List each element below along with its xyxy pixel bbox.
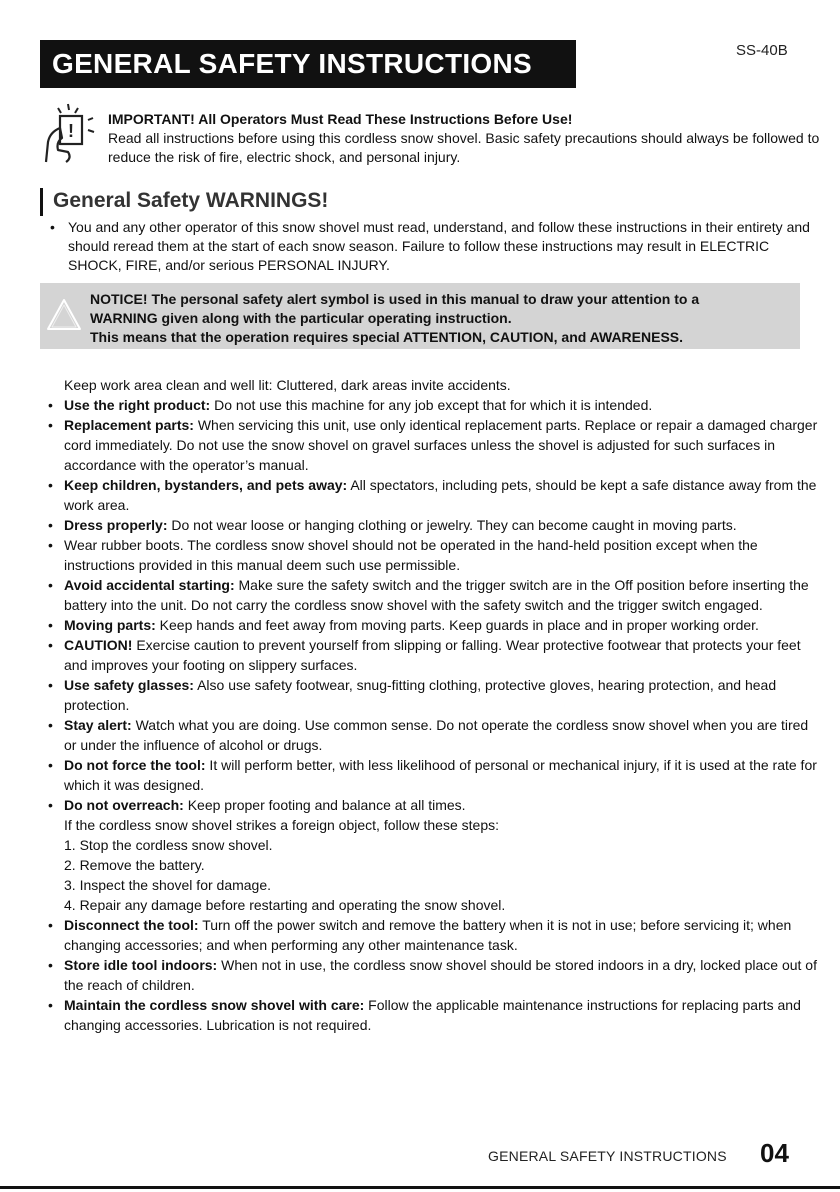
page-number: 04	[760, 1138, 789, 1168]
rule-label: Maintain the cordless snow shovel with care:	[64, 997, 365, 1013]
page-title: GENERAL SAFETY INSTRUCTIONS	[40, 40, 576, 88]
bullet-dot: •	[48, 617, 53, 633]
notice-box	[40, 283, 800, 349]
rule-label: Use the right product:	[64, 397, 211, 413]
list-item	[44, 715, 824, 755]
list-item	[44, 855, 824, 875]
list-item	[44, 955, 824, 995]
list-item	[44, 535, 824, 575]
list-item	[44, 575, 824, 615]
rule-text: Make sure the safety switch and the trigger switch are in the Off position before inserting the battery into the unit. Do not carry the cordless snow shovel with the safety switch and the trigger switch engaged.	[64, 577, 809, 613]
warning-triangle-icon	[46, 297, 82, 333]
list-item	[44, 475, 824, 515]
rule-text: Follow the applicable maintenance instructions for replacing parts and changing accessories. Lubrication is not required.	[64, 997, 801, 1033]
model-code: SS-40B	[736, 42, 788, 59]
bullet-dot: •	[48, 577, 53, 593]
list-item	[44, 635, 824, 675]
bullet-dot: •	[50, 219, 55, 235]
bullet-dot: •	[48, 997, 53, 1013]
rule-label: Keep children, bystanders, and pets away:	[64, 477, 348, 493]
rule-text: It will perform better, with less likelihood of personal or mechanical injury, if it is used at the rate for which it was designed.	[64, 757, 817, 793]
rule-text: 1. Stop the cordless snow shovel.	[64, 837, 273, 853]
rule-label: Stay alert:	[64, 717, 132, 733]
rule-text: Also use safety footwear, snug-fitting clothing, protective gloves, hearing protection, and head protection.	[64, 677, 777, 713]
bullet-dot: •	[48, 397, 53, 413]
list-item	[44, 875, 824, 895]
list-item	[44, 995, 824, 1035]
rule-label: Use safety glasses:	[64, 677, 194, 693]
intro-text: You and any other operator of this snow shovel must read, understand, and follow these instructions in their entirety and should reread them at the start of each snow season. Failure to follow these instructions may result in ELECTRIC SHOCK, FIRE, and/or serious PERSONAL INJURY.	[68, 219, 810, 273]
rule-text: If the cordless snow shovel strikes a foreign object, follow these steps:	[64, 817, 499, 833]
list-item	[44, 415, 824, 475]
bullet-dot: •	[48, 757, 53, 773]
list-item	[44, 615, 824, 635]
rule-label: Replacement parts:	[64, 417, 194, 433]
bullet-dot: •	[48, 717, 53, 733]
important-body: Read all instructions before using this cordless snow shovel. Basic safety precautions should always be followed to reduce the risk of fire, electric shock, and personal injury.	[108, 130, 820, 165]
rule-text: When not in use, the cordless snow shovel should be stored indoors in a dry, locked place out of the reach of children.	[64, 957, 817, 993]
bullet-dot: •	[48, 957, 53, 973]
rule-text: Turn off the power switch and remove the battery when it is not in use; before servicing it; when changing accessories; and when performing any other maintenance task.	[64, 917, 792, 953]
rule-label: Disconnect the tool:	[64, 917, 199, 933]
rule-label: CAUTION!	[64, 637, 133, 653]
rule-label: Do not overreach:	[64, 797, 184, 813]
rule-label: Store idle tool indoors:	[64, 957, 218, 973]
list-item	[44, 755, 824, 795]
list-item	[44, 795, 824, 815]
notice-line: NOTICE! The personal safety alert symbol is used in this manual to draw your attention to a	[90, 291, 700, 307]
safety-rules-list	[44, 375, 824, 1035]
bullet-dot: •	[48, 917, 53, 933]
rule-label: Avoid accidental starting:	[64, 577, 235, 593]
rule-text: When servicing this unit, use only identical replacement parts. Replace or repair a damaged charger cord immediately. Do not use the snow shovel on gravel surfaces unless the shovel is adjusted for such surfaces in accordance with the operator’s manual.	[64, 417, 818, 473]
rule-text: 3. Inspect the shovel for damage.	[64, 877, 272, 893]
bottom-divider	[0, 1186, 840, 1189]
rule-text: Do not wear loose or hanging clothing or jewelry. They can become caught in moving parts.	[167, 517, 737, 533]
rule-label: Dress properly:	[64, 517, 168, 533]
bullet-dot: •	[48, 537, 53, 553]
bullet-dot: •	[48, 637, 53, 653]
rule-text: Keep work area clean and well lit: Cluttered, dark areas invite accidents.	[64, 377, 511, 393]
svg-text:!: !	[68, 121, 74, 141]
bullet-dot: •	[48, 797, 53, 813]
rule-text: Watch what you are doing. Use common sense. Do not operate the cordless snow shovel when you are tired or under the influence of alcohol or drugs.	[64, 717, 809, 753]
rule-text: All spectators, including pets, should be kept a safe distance away from the work area.	[64, 477, 817, 513]
rule-label: Do not force the tool:	[64, 757, 206, 773]
list-item	[44, 915, 824, 955]
list-item	[44, 395, 824, 415]
intro-paragraph	[40, 218, 820, 275]
bullet-dot: •	[48, 417, 53, 433]
list-item	[44, 375, 824, 395]
notice-text	[90, 290, 790, 347]
section-heading: General Safety WARNINGS!	[40, 188, 328, 216]
rule-text: Wear rubber boots. The cordless snow shovel should not be operated in the hand-held position except when the instructions provided in this manual deem such use permissible.	[64, 537, 758, 573]
rule-text: 4. Repair any damage before restarting and operating the snow shovel.	[64, 897, 506, 913]
bullet-dot: •	[48, 517, 53, 533]
list-item	[44, 835, 824, 855]
rule-text: Keep proper footing and balance at all times.	[183, 797, 466, 813]
list-item	[44, 895, 824, 915]
important-headline: IMPORTANT! All Operators Must Read These Instructions Before Use!	[108, 111, 573, 127]
rule-text: Keep hands and feet away from moving parts. Keep guards in place and in proper working order.	[155, 617, 759, 633]
list-item	[44, 675, 824, 715]
rule-text: 2. Remove the battery.	[64, 857, 205, 873]
list-item	[44, 515, 824, 535]
notice-line: This means that the operation requires special ATTENTION, CAUTION, and AWARENESS.	[90, 329, 684, 345]
rule-label: Moving parts:	[64, 617, 156, 633]
bullet-dot: •	[48, 477, 53, 493]
bullet-dot: •	[48, 677, 53, 693]
notice-line: WARNING given along with the particular operating instruction.	[90, 310, 512, 326]
footer-section-label: GENERAL SAFETY INSTRUCTIONS	[488, 1148, 727, 1164]
list-item	[44, 815, 824, 835]
rule-text: Exercise caution to prevent yourself from slipping or falling. Wear protective footwear that protects your feet and improves your footing on slippery surfaces.	[64, 637, 801, 673]
rule-text: Do not use this machine for any job except that for which it is intended.	[210, 397, 653, 413]
manual-reading-icon	[38, 102, 98, 166]
important-notice	[108, 110, 823, 167]
